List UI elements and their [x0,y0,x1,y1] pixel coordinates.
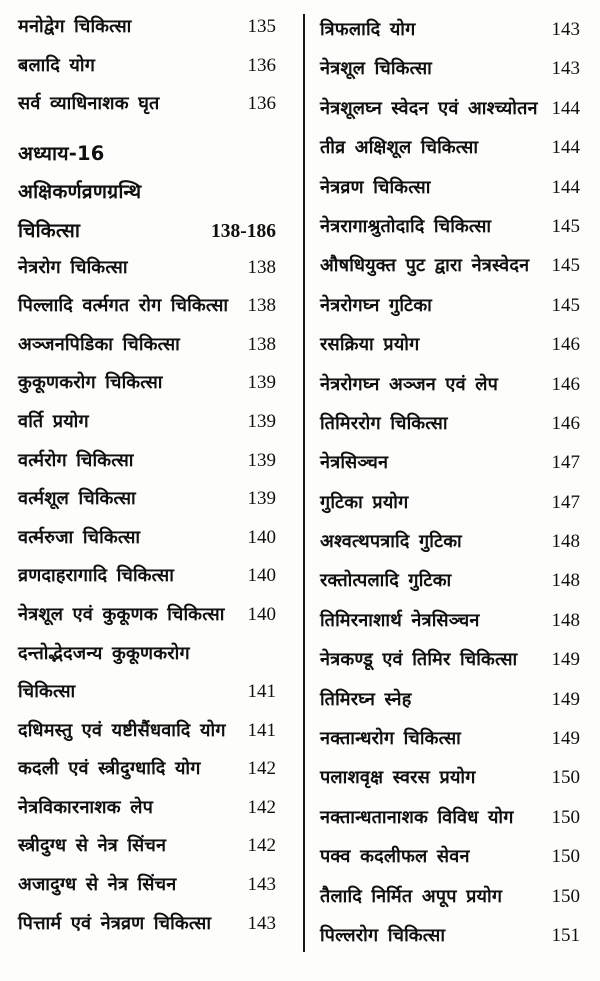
toc-entry-page: 141 [247,719,276,741]
toc-entry [18,370,276,409]
toc-entry-title: कुकूणकरोग चिकित्सा [18,372,163,394]
toc-entry-page: 145 [551,255,580,277]
toc-entry-page: 143 [551,58,580,80]
chapter-heading-title: अक्षिकर्णव्रणग्रन्थि [18,180,142,204]
toc-entry [320,332,580,371]
toc-entry [320,17,580,56]
toc-entry-page: 141 [247,681,276,703]
toc-entry-page: 142 [247,796,276,818]
toc-right-column [320,0,580,962]
toc-entry-title: नेत्ररागाश्रुतोदादि चिकित्सा [320,215,492,237]
toc-entry-page: 135 [247,16,276,37]
toc-entry-title: नेत्रकण्डू एवं तिमिर चिकित्सा [320,649,518,671]
toc-left-column [18,0,276,949]
chapter-heading-page-range: 138-186 [211,220,276,242]
toc-entry-page: 140 [247,526,276,548]
toc-entry-page: 144 [551,176,580,198]
toc-entry [320,608,580,647]
toc-entry-page: 148 [551,609,580,631]
toc-entry [18,91,276,130]
toc-entry-title: नेत्रशूल एवं कुकूणक चिकित्सा [18,603,225,625]
toc-entry [18,563,276,602]
toc-entry-title: नक्तान्धरोग चिकित्सा [320,728,461,750]
toc-entry-page: 136 [247,54,276,76]
toc-entry-title: नेत्ररोग चिकित्सा [18,256,128,278]
toc-entry-page: 143 [247,874,276,896]
toc-entry [18,795,276,834]
toc-entry-title: पलाशवृक्ष स्वरस प्रयोग [320,767,476,789]
toc-entry [320,372,580,411]
toc-entry-title: नेत्ररोगघ्न अञ्जन एवं लेप [320,373,499,395]
toc-entry-title: नेत्रसिञ्चन [320,452,389,474]
column-divider [303,14,305,952]
toc-entry [320,923,580,962]
toc-entry [18,641,276,680]
toc-entry [320,135,580,174]
toc-entry-page: 148 [551,531,580,553]
toc-entry-title: अश्वत्थपत्रादि गुटिका [320,531,462,553]
toc-entry [18,409,276,448]
toc-entry-title: औषधियुक्त पुट द्वारा नेत्रस्वेदन [320,255,530,277]
toc-entry [320,568,580,607]
toc-entry [320,687,580,726]
toc-entry-title: अञ्जनपिडिका चिकित्सा [18,333,180,355]
toc-entry-title: वर्ति प्रयोग [18,410,89,432]
toc-entry-title: मनोद्वेग चिकित्सा [18,16,132,37]
toc-entry [18,486,276,525]
toc-entry [18,756,276,795]
toc-entry [320,411,580,450]
toc-entry [320,726,580,765]
toc-entry-page: 136 [247,93,276,115]
toc-entry [320,293,580,332]
toc-entry-page: 140 [247,603,276,625]
toc-entry [320,805,580,844]
toc-entry-title: तिमिरघ्न स्नेह [320,688,412,710]
toc-entry-page: 139 [247,488,276,510]
toc-entry-page: 144 [551,137,580,159]
toc-entry-title: पक्व कदलीफल सेवन [320,846,470,868]
toc-entry-page: 143 [551,19,580,40]
chapter-heading-row [18,177,276,216]
toc-entry-title: पित्तार्म एवं नेत्रव्रण चिकित्सा [18,912,212,934]
toc-entry-page: 139 [247,449,276,471]
toc-entry [320,175,580,214]
toc-entry [320,56,580,95]
chapter-heading-title: चिकित्सा [18,218,81,242]
toc-entry-page: 145 [551,294,580,316]
toc-entry [18,911,276,950]
toc-entry [18,833,276,872]
toc-entry-title: रसक्रिया प्रयोग [320,334,420,356]
toc-entry-title: तिमिररोग चिकित्सा [320,412,448,434]
toc-entry [18,679,276,718]
toc-entry [18,602,276,641]
toc-entry-title: तैलादि निर्मित अपूप प्रयोग [320,885,503,907]
toc-entry-title: त्रिफलादि योग [320,19,416,40]
toc-entry-page: 139 [247,410,276,432]
toc-entry-page: 150 [551,806,580,828]
toc-entry-title: नेत्रविकारनाशक लेप [18,796,154,818]
toc-entry-page: 146 [551,373,580,395]
toc-entry [320,214,580,253]
toc-entry-page: 138 [247,256,276,278]
toc-entry-title: स्त्रीदुग्ध से नेत्र सिंचन [18,835,167,857]
toc-entry-page: 150 [551,846,580,868]
toc-entry-page: 144 [551,97,580,119]
toc-entry [320,490,580,529]
toc-entry-page: 140 [247,565,276,587]
toc-entry-page: 142 [247,758,276,780]
toc-entry-page: 138 [247,295,276,317]
chapter-heading-title: अध्याय-16 [18,141,105,165]
toc-entry-page: 150 [551,885,580,907]
toc-entry [18,53,276,92]
toc-entry-page: 147 [551,452,580,474]
chapter-heading-row [18,139,276,178]
toc-entry-title: तिमिरनाशार्थ नेत्रसिञ्चन [320,609,480,631]
toc-entry-page: 151 [551,924,580,946]
toc-entry-page: 150 [551,767,580,789]
toc-entry [320,844,580,883]
toc-entry [320,765,580,804]
toc-entry [320,529,580,568]
toc-entry [320,884,580,923]
toc-entry-page: 145 [551,215,580,237]
toc-entry [18,525,276,564]
toc-entry-title: तीव्र अक्षिशूल चिकित्सा [320,137,479,159]
toc-entry-title: नेत्ररोगघ्न गुटिका [320,294,433,316]
toc-entry-title: पिल्लरोग चिकित्सा [320,924,446,946]
toc-entry-page: 146 [551,334,580,356]
toc-entry-title: व्रणदाहरागादि चिकित्सा [18,565,175,587]
toc-entry [18,872,276,911]
toc-entry-title: पिल्लादि वर्त्मगत रोग चिकित्सा [18,295,229,317]
toc-entry [18,293,276,332]
toc-entry-page: 147 [551,491,580,513]
toc-entry-title: अजादुग्ध से नेत्र सिंचन [18,874,177,896]
toc-entry [18,332,276,371]
toc-entry [320,253,580,292]
toc-entry-title: वर्त्मरोग चिकित्सा [18,449,134,471]
toc-entry [18,14,276,53]
toc-entry-title: चिकित्सा [18,681,76,703]
toc-entry-title: नेत्रशूल चिकित्सा [320,58,432,80]
chapter-heading-row [18,216,276,255]
toc-entry [320,96,580,135]
toc-entry-title: वर्त्मशूल चिकित्सा [18,488,136,510]
toc-entry-page: 148 [551,570,580,592]
toc-entry-title: कदली एवं स्त्रीदुग्धादि योग [18,758,201,780]
toc-entry [18,718,276,757]
toc-entry-title: सर्व व्याधिनाशक घृत [18,93,160,115]
toc-entry-page: 149 [551,728,580,750]
toc-entry-title: नेत्रव्रण चिकित्सा [320,176,431,198]
toc-entry [18,255,276,294]
toc-entry-page: 143 [247,912,276,934]
toc-entry-title: नक्तान्धतानाशक विविध योग [320,806,514,828]
toc-entry-title: रक्तोत्पलादि गुटिका [320,570,452,592]
toc-entry-page: 139 [247,372,276,394]
toc-entry [320,647,580,686]
toc-entry [320,450,580,489]
toc-entry-page: 146 [551,412,580,434]
toc-entry-title: बलादि योग [18,54,96,76]
toc-entry-title: नेत्रशूलघ्न स्वेदन एवं आश्च्योतन [320,97,538,119]
toc-entry-title: वर्त्मरुजा चिकित्सा [18,526,141,548]
toc-entry-page: 149 [551,688,580,710]
toc-entry-title: दधिमस्तु एवं यष्टीसैंधवादि योग [18,719,226,741]
toc-entry-title: गुटिका प्रयोग [320,491,409,513]
toc-entry-title: दन्तोद्भेदजन्य कुकूणकरोग [18,642,190,664]
toc-entry [18,448,276,487]
toc-entry-page: 138 [247,333,276,355]
toc-entry-page: 142 [247,835,276,857]
toc-entry-page: 149 [551,649,580,671]
